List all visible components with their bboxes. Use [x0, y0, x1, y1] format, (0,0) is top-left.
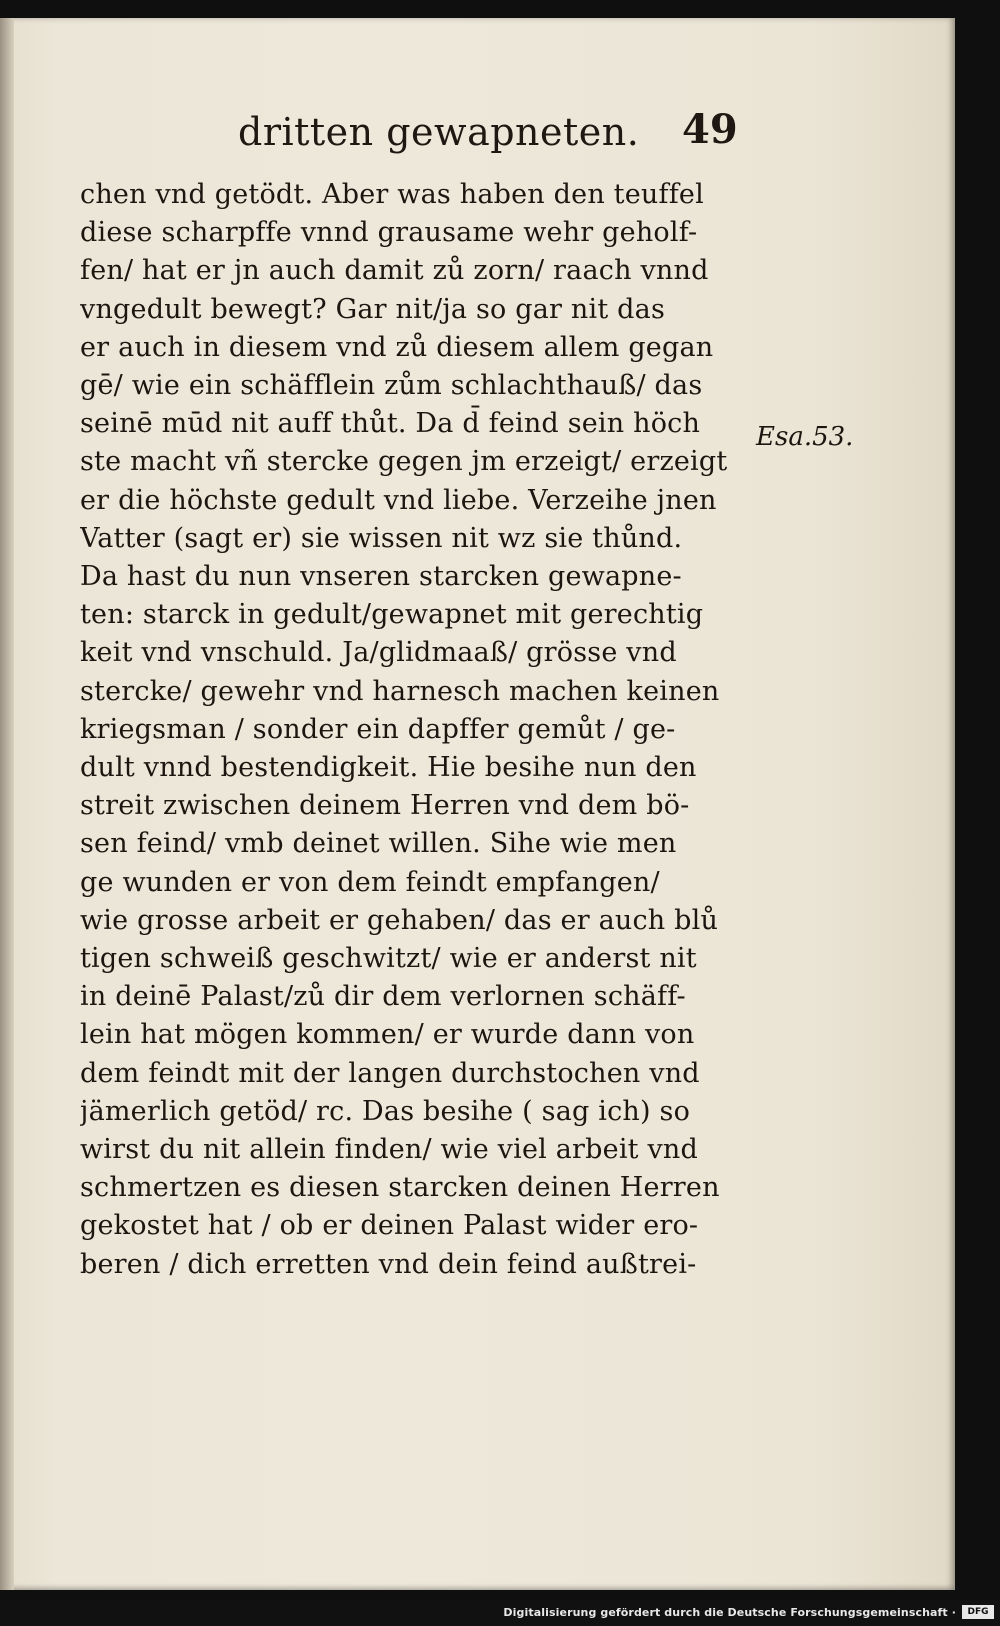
text-line: schmertzen es diesen starcken deinen Herren [80, 1172, 720, 1204]
text-line: dult vnnd bestendigkeit. Hie besihe nun den [80, 752, 697, 784]
text-line: er auch in diesem vnd zů diesem allem gegan [80, 331, 714, 363]
text-line: streit zwischen deinem Herren vnd dem bö- [80, 790, 690, 822]
book-page [0, 18, 955, 1590]
text-line: ge wunden er von dem feindt empfangen/ [80, 866, 660, 898]
running-head: dritten gewapneten. [238, 110, 640, 154]
text-line: stercke/ gewehr vnd harnesch machen keinen [80, 675, 720, 707]
body-text [80, 176, 755, 1284]
text-line: in deinē Palast/zů dir dem verlornen schäff- [80, 981, 686, 1013]
text-line: wirst du nit allein finden/ wie viel arbeit vnd [80, 1134, 699, 1166]
text-line: dem feindt mit der langen durchstochen vnd [80, 1057, 700, 1089]
text-line: fen/ hat er jn auch damit zů zorn/ raach vnnd [80, 255, 709, 287]
text-line: vngedult bewegt? Gar nit/ja so gar nit das [80, 293, 666, 325]
text-line: keit vnd vnschuld. Ja/glidmaaß/ grösse vnd [80, 637, 677, 669]
text-line: ten: starck in gedult/gewapnet mit gerechtig [80, 599, 704, 631]
dfg-logo-icon: DFG [962, 1605, 994, 1619]
text-line: gekostet hat / ob er deinen Palast wider ero- [80, 1210, 699, 1242]
text-line: wie grosse arbeit er gehaben/ das er auch blů [80, 904, 719, 936]
text-line: seinē mūd nit auff thůt. Da d̄ feind sein höch [80, 408, 701, 440]
text-line: diese scharpffe vnnd grausame wehr geholf- [80, 217, 698, 249]
text-line: sen feind/ vmb deinet willen. Sihe wie men [80, 828, 677, 860]
text-line: jämerlich getöd/ rc. Das besihe ( sag ich) so [80, 1095, 691, 1127]
text-line: gē/ wie ein schäfflein zům schlachthauß/ das [80, 370, 703, 402]
text-line: tigen schweiß geschwitzt/ wie er anderst nit [80, 943, 697, 975]
text-line: lein hat mögen kommen/ er wurde dann von [80, 1019, 695, 1051]
text-line: beren / dich erretten vnd dein feind außtrei- [80, 1248, 697, 1280]
text-line: ste macht vñ stercke gegen jm erzeigt/ erzeigt [80, 446, 728, 478]
text-line: Vatter (sagt er) sie wissen nit wz sie thůnd. [80, 522, 683, 554]
footer-credit: Digitalisierung gefördert durch die Deutsche Forschungsgemeinschaft · [503, 1606, 956, 1619]
marginal-note: Esa.53. [756, 422, 854, 452]
text-line: kriegsman / sonder ein dapffer gemůt / ge- [80, 713, 676, 745]
footer-bar [0, 1600, 1000, 1626]
page-number: 49 [682, 106, 738, 153]
text-line: Da hast du nun vnseren starcken gewapne- [80, 561, 682, 593]
text-line: er die höchste gedult vnd liebe. Verzeihe jnen [80, 484, 717, 516]
text-line: chen vnd getödt. Aber was haben den teuffel [80, 179, 704, 210]
